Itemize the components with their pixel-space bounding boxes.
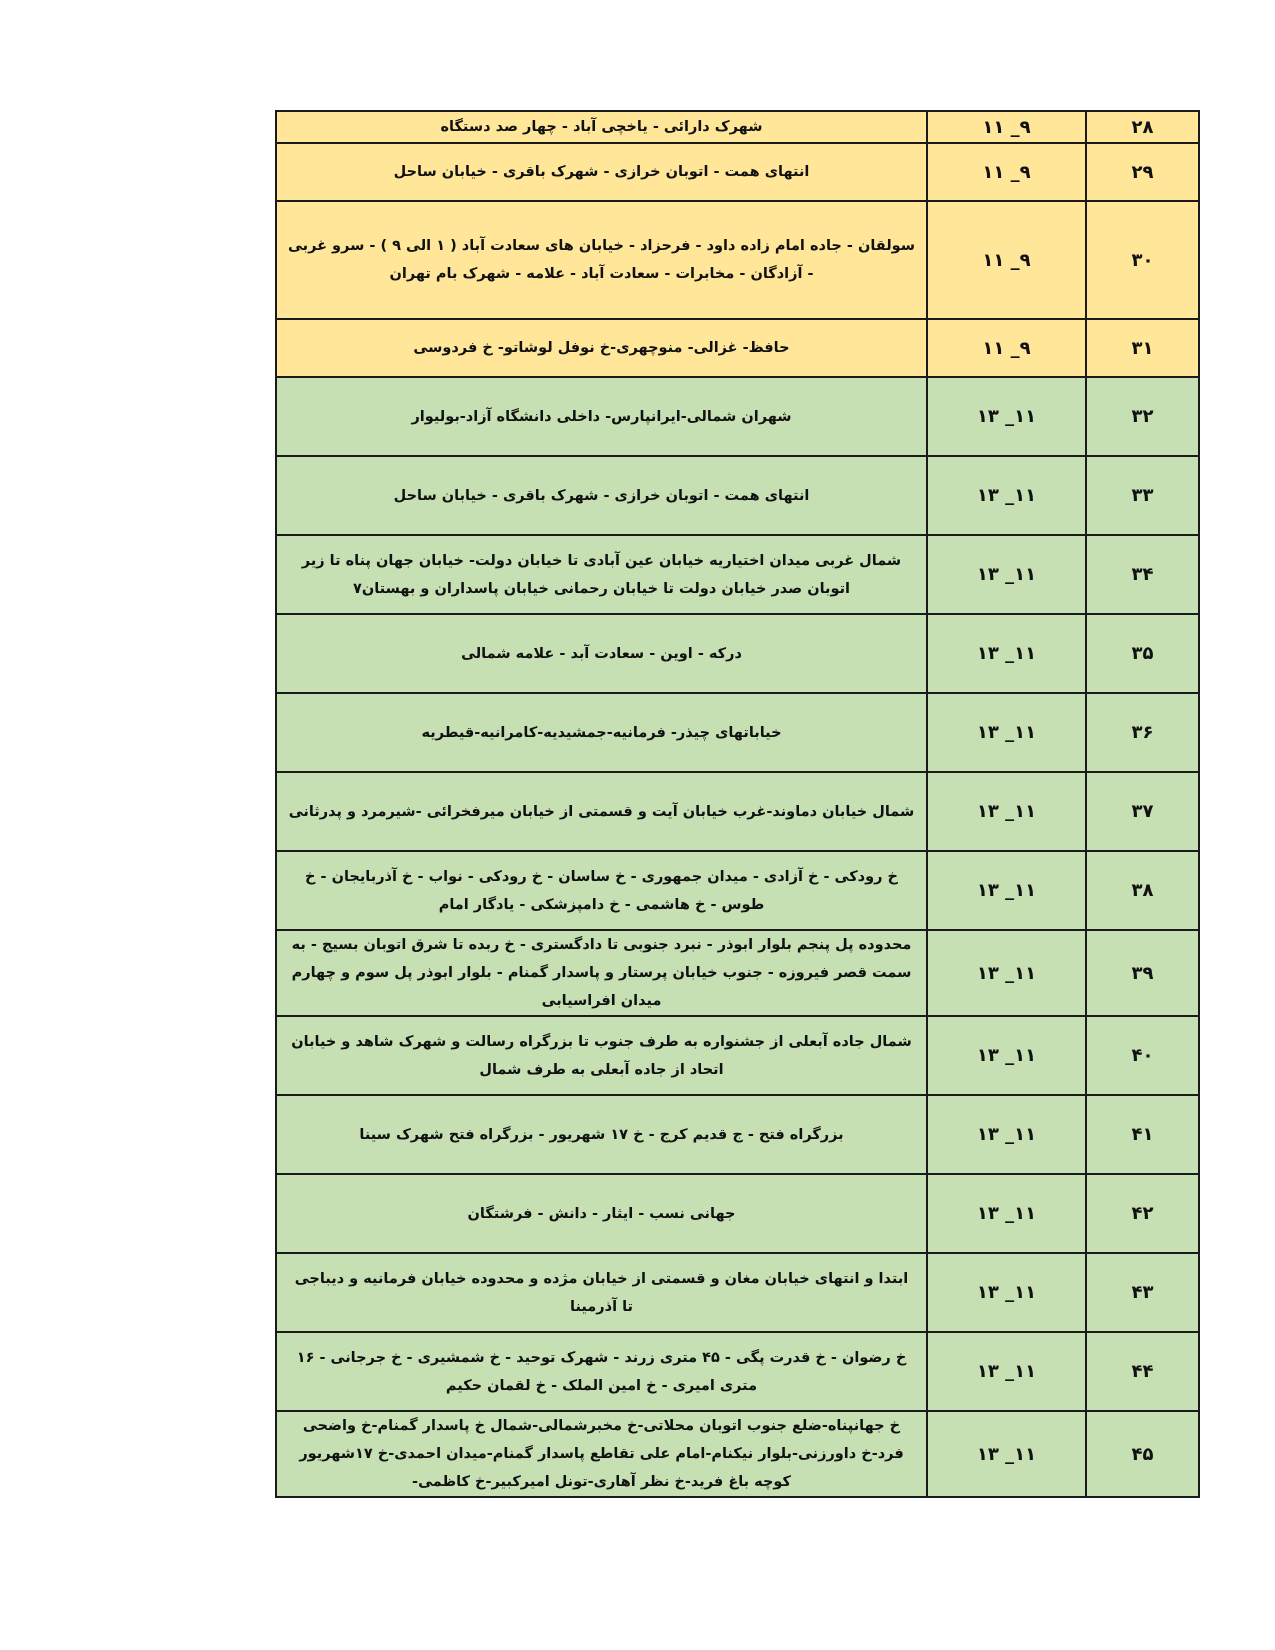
hours-cell: ۱۳ _۱۱ bbox=[927, 772, 1086, 851]
table-row bbox=[276, 693, 1199, 772]
hours-cell: ۱۳ _۱۱ bbox=[927, 930, 1086, 1016]
row-number-cell: ۳۲ bbox=[1086, 377, 1199, 456]
table-row bbox=[276, 319, 1199, 377]
table-row bbox=[276, 851, 1199, 930]
area-cell: انتهای همت - اتوبان خرازی - شهرک باقری - خیابان ساحل bbox=[276, 456, 927, 535]
area-cell: شمال غربی میدان اختیاریه خیابان عین آبادی تا خیابان دولت- خیابان جهان پناه تا زیر اتوبان صدر خیابان دولت تا خیابان رحمانی خیابان پاسداران و بهستان۷ bbox=[276, 535, 927, 614]
table-row bbox=[276, 201, 1199, 319]
hours-cell: ۱۱ _۹ bbox=[927, 143, 1086, 201]
hours-cell: ۱۳ _۱۱ bbox=[927, 456, 1086, 535]
row-number-cell: ۳۳ bbox=[1086, 456, 1199, 535]
area-cell: حافظ- غزالی- منوچهری-خ نوفل لوشاتو- خ فردوسی bbox=[276, 319, 927, 377]
row-number-cell: ۳۷ bbox=[1086, 772, 1199, 851]
table-row bbox=[276, 614, 1199, 693]
row-number-cell: ۳۰ bbox=[1086, 201, 1199, 319]
table-row bbox=[276, 1095, 1199, 1174]
hours-cell: ۱۳ _۱۱ bbox=[927, 1411, 1086, 1497]
hours-cell: ۱۱ _۹ bbox=[927, 201, 1086, 319]
hours-cell: ۱۳ _۱۱ bbox=[927, 1174, 1086, 1253]
row-number-cell: ۴۵ bbox=[1086, 1411, 1199, 1497]
area-cell: محدوده پل پنجم بلوار ابوذر - نبرد جنوبی تا دادگستری - خ ربده تا شرق اتوبان بسیج - به سمت قصر فیروزه - جنوب خیابان پرستار و پاسدار گمنام - بلوار ابوذر پل سوم و چهارم میدان افراسیابی bbox=[276, 930, 927, 1016]
area-cell: خیاباتهای چیذر- فرمانیه-جمشیدیه-کامرانیه-قیطریه bbox=[276, 693, 927, 772]
area-cell: شمال خیابان دماوند-غرب خیابان آیت و قسمتی از خیابان میرفخرائی -شیرمرد و پدرثانی bbox=[276, 772, 927, 851]
area-cell: شهرک دارائی - یاخچی آباد - چهار صد دستگاه bbox=[276, 111, 927, 143]
row-number-cell: ۴۳ bbox=[1086, 1253, 1199, 1332]
row-number-cell: ۴۰ bbox=[1086, 1016, 1199, 1095]
row-number-cell: ۲۸ bbox=[1086, 111, 1199, 143]
table-row bbox=[276, 930, 1199, 1016]
area-cell: خ رضوان - خ قدرت پگی - ۴۵ متری زرند - شهرک توحید - خ شمشیری - خ جرجانی - ۱۶ متری امیری - خ امین الملک - خ لقمان حکیم bbox=[276, 1332, 927, 1411]
hours-cell: ۱۱ _۹ bbox=[927, 319, 1086, 377]
table-body bbox=[276, 111, 1199, 1497]
area-cell: خ جهانپناه-ضلع جنوب اتوبان محلاتی-خ مخبرشمالی-شمال خ پاسدار گمنام-خ واضحی فرد-خ داورزنی-بلوار نیکنام-امام علی تقاطع پاسدار گمنام-میدان احمدی-خ ۱۷شهریور کوچه باغ فرید-خ نظر آهاری-تونل امیرکبیر-خ کاظمی- bbox=[276, 1411, 927, 1497]
row-number-cell: ۴۱ bbox=[1086, 1095, 1199, 1174]
hours-cell: ۱۳ _۱۱ bbox=[927, 1332, 1086, 1411]
hours-cell: ۱۳ _۱۱ bbox=[927, 535, 1086, 614]
table-row bbox=[276, 456, 1199, 535]
area-cell: ابتدا و انتهای خیابان مغان و قسمتی از خیابان مژده و محدوده خیابان فرمانیه و دیباجی تا آذرمینا bbox=[276, 1253, 927, 1332]
area-cell: شهران شمالی-ایرانپارس- داخلی دانشگاه آزاد-بولیوار bbox=[276, 377, 927, 456]
row-number-cell: ۳۹ bbox=[1086, 930, 1199, 1016]
table-row bbox=[276, 377, 1199, 456]
area-cell: سولقان - جاده امام زاده داود - فرحزاد - خیابان های سعادت آباد ( ۱ الی ۹ ) - سرو غربی - آزادگان - مخابرات - سعادت آباد - علامه - شهرک بام تهران bbox=[276, 201, 927, 319]
row-number-cell: ۳۶ bbox=[1086, 693, 1199, 772]
area-cell: درکه - اوین - سعادت آبد - علامه شمالی bbox=[276, 614, 927, 693]
row-number-cell: ۲۹ bbox=[1086, 143, 1199, 201]
row-number-cell: ۴۴ bbox=[1086, 1332, 1199, 1411]
outage-schedule-table bbox=[275, 110, 1200, 1498]
table-row bbox=[276, 111, 1199, 143]
area-cell: خ رودکی - خ آزادی - میدان جمهوری - خ ساسان - خ رودکی - نواب - خ آذربایجان - خ طوس - خ هاشمی - خ دامپزشکی - یادگار امام bbox=[276, 851, 927, 930]
row-number-cell: ۳۱ bbox=[1086, 319, 1199, 377]
row-number-cell: ۳۵ bbox=[1086, 614, 1199, 693]
table-row bbox=[276, 1253, 1199, 1332]
area-cell: بزرگراه فتح - ج قدیم کرج - خ ۱۷ شهریور - بزرگراه فتح شهرک سینا bbox=[276, 1095, 927, 1174]
hours-cell: ۱۳ _۱۱ bbox=[927, 693, 1086, 772]
area-cell: انتهای همت - اتوبان خرازی - شهرک باقری - خیابان ساحل bbox=[276, 143, 927, 201]
hours-cell: ۱۳ _۱۱ bbox=[927, 851, 1086, 930]
row-number-cell: ۴۲ bbox=[1086, 1174, 1199, 1253]
table-row bbox=[276, 1332, 1199, 1411]
hours-cell: ۱۳ _۱۱ bbox=[927, 1253, 1086, 1332]
table-row bbox=[276, 143, 1199, 201]
outage-schedule-page bbox=[275, 110, 1168, 1498]
area-cell: جهانی نسب - ایثار - دانش - فرشتگان bbox=[276, 1174, 927, 1253]
row-number-cell: ۳۸ bbox=[1086, 851, 1199, 930]
table-row bbox=[276, 1016, 1199, 1095]
hours-cell: ۱۳ _۱۱ bbox=[927, 1016, 1086, 1095]
table-row bbox=[276, 1174, 1199, 1253]
table-row bbox=[276, 1411, 1199, 1497]
hours-cell: ۱۱ _۹ bbox=[927, 111, 1086, 143]
row-number-cell: ۳۴ bbox=[1086, 535, 1199, 614]
hours-cell: ۱۳ _۱۱ bbox=[927, 377, 1086, 456]
hours-cell: ۱۳ _۱۱ bbox=[927, 614, 1086, 693]
table-row bbox=[276, 772, 1199, 851]
hours-cell: ۱۳ _۱۱ bbox=[927, 1095, 1086, 1174]
area-cell: شمال جاده آبعلی از جشنواره به طرف جنوب تا بزرگراه رسالت و شهرک شاهد و خیابان اتحاد از جاده آبعلی به طرف شمال bbox=[276, 1016, 927, 1095]
table-row bbox=[276, 535, 1199, 614]
